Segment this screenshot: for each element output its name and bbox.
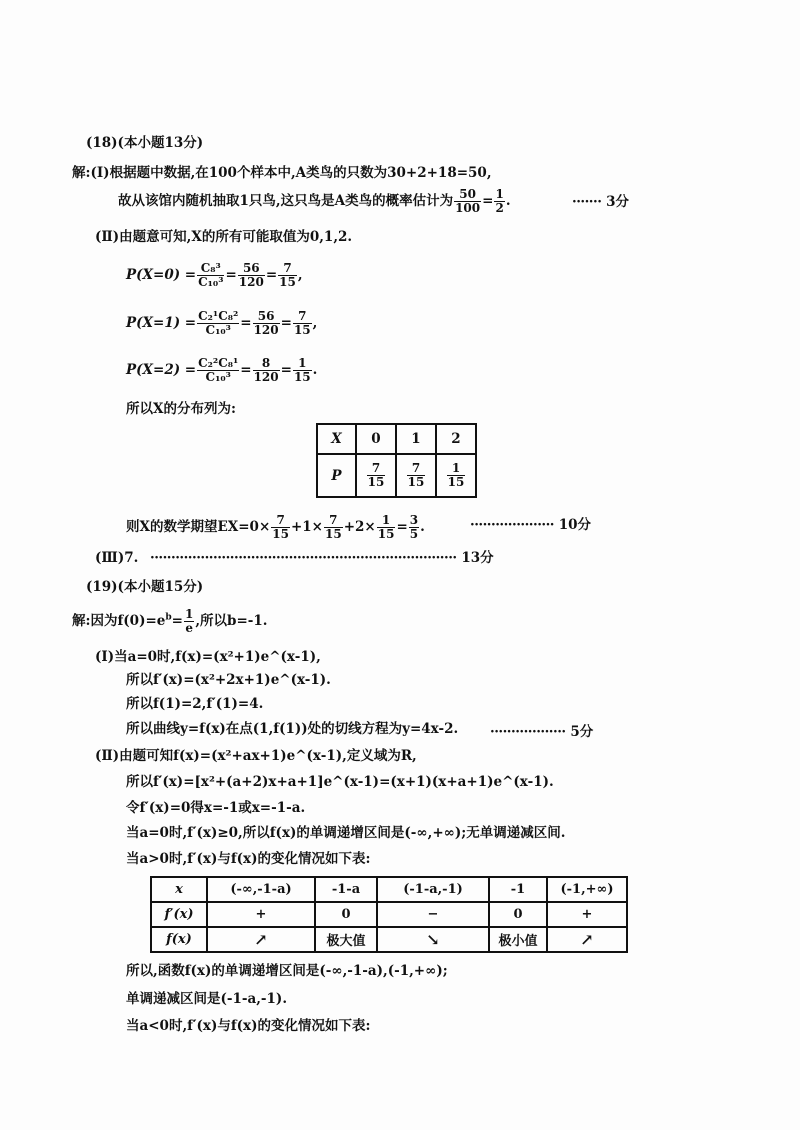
q18-part3-score: ········································································· 13分: [150, 550, 494, 566]
q18-header: (18)(本小题13分): [86, 135, 204, 151]
q19-p1-line3: 所以f(1)=2,f′(1)=4.: [126, 696, 264, 712]
var-cell: (-1-a,-1): [377, 877, 489, 902]
var-cell: −: [377, 902, 489, 927]
q18-part1-score: ······· 3分: [572, 194, 630, 210]
var-cell: 0: [315, 902, 377, 927]
distribution-table: [316, 423, 477, 498]
q19-intro: 解:因为$f(0)=e^b=$ $\frac{1}{e}$ ,所以b=-1.: [72, 607, 268, 635]
q19-p2-line5: 当a>0时,f′(x)与f(x)的变化情况如下表:: [126, 851, 371, 867]
q19-p2-line4: 当a=0时,f′(x)≥0,所以f(x)的单调递增区间是(-∞,+∞);无单调递减区间.: [126, 825, 566, 841]
var-cell: (-1,+∞): [547, 877, 627, 902]
var-cell: 0: [489, 902, 547, 927]
dist-cell: X: [317, 424, 356, 454]
var-cell: ↘: [377, 927, 489, 952]
var-cell: (-∞,-1-a): [207, 877, 315, 902]
dist-cell: P: [317, 454, 356, 497]
fraction-1-2: $\frac{1}{2}$: [495, 187, 504, 215]
q18-p2: P(X=2) = $\frac{\text{C₂²C₈¹}}{\text{C₁₀³}}$ = $\frac{8}{120}$ = $\frac{1}{15}$ .: [126, 356, 318, 384]
q18-dist-label: 所以X的分布列为:: [126, 401, 236, 417]
var-cell: 极大值: [315, 927, 377, 952]
var-cell: ↗: [207, 927, 315, 952]
q18-ex-score: ···················· 10分: [470, 517, 591, 533]
dist-row-p: [317, 454, 476, 497]
dist-cell: $\frac{1}{15}$: [436, 454, 476, 497]
q18-part1-line2: 故从该馆内随机抽取1只鸟,这只鸟是A类鸟的概率估计为 $\frac{50}{100}$ = $\frac{1}{2}$ .: [118, 187, 511, 215]
dist-cell: $\frac{7}{15}$: [396, 454, 436, 497]
q19-p2-line1: (Ⅱ)由题可知f(x)=(x²+ax+1)e^(x-1),定义域为R,: [95, 748, 417, 764]
q19-p2-line3: 令f′(x)=0得x=-1或x=-1-a.: [126, 800, 306, 816]
var-cell: +: [207, 902, 315, 927]
q19-p2-line8: 当a<0时,f′(x)与f(x)的变化情况如下表:: [126, 1018, 371, 1034]
dist-row-x: [317, 424, 476, 454]
q18-p1: P(X=1) = $\frac{\text{C₂¹C₈²}}{\text{C₁₀³}}$ = $\frac{56}{120}$ = $\frac{7}{15}$ ,: [126, 309, 318, 337]
q19-p1-line1: (Ⅰ)当a=0时,f(x)=(x²+1)e^(x-1),: [95, 649, 321, 665]
var-cell: f(x): [151, 927, 207, 952]
dist-cell: 0: [356, 424, 396, 454]
q19-p2-line2: 所以f′(x)=[x²+(a+2)x+a+1]e^(x-1)=(x+1)(x+a+1)e^(x-1).: [126, 774, 554, 790]
q19-header: (19)(本小题15分): [86, 579, 204, 595]
var-cell: f′(x): [151, 902, 207, 927]
q19-p1-line4: 所以曲线y=f(x)在点(1,f(1))处的切线方程为y=4x-2.: [126, 721, 459, 737]
var-row-fprime: [151, 902, 627, 927]
q19-p1-line2: 所以f′(x)=(x²+2x+1)e^(x-1).: [126, 672, 331, 688]
q18-part3: (Ⅲ)7.: [95, 550, 139, 566]
dist-cell: 2: [436, 424, 476, 454]
q19-p2-line6: 所以,函数f(x)的单调递增区间是(-∞,-1-a),(-1,+∞);: [126, 963, 448, 979]
var-cell: 极小值: [489, 927, 547, 952]
var-cell: +: [547, 902, 627, 927]
q18-part1-line1: 解:(Ⅰ)根据题中数据,在100个样本中,A类鸟的只数为30+2+18=50,: [72, 165, 492, 181]
var-cell: x: [151, 877, 207, 902]
q18-p0: P(X=0) = $\frac{\text{C₈³}}{\text{C₁₀³}}$ = $\frac{56}{120}$ = $\frac{7}{15}$ ,: [126, 261, 303, 289]
var-row-x: [151, 877, 627, 902]
dist-cell: 1: [396, 424, 436, 454]
q19-p2-line7: 单调递减区间是(-1-a,-1).: [126, 991, 288, 1007]
var-row-f: [151, 927, 627, 952]
dist-cell: $\frac{7}{15}$: [356, 454, 396, 497]
variation-table: [150, 876, 628, 953]
q19-p1-score: ·················· 5分: [490, 724, 594, 740]
var-cell: -1-a: [315, 877, 377, 902]
var-cell: -1: [489, 877, 547, 902]
q18-part1-text: 故从该馆内随机抽取1只鸟,这只鸟是A类鸟的概率估计为: [118, 193, 454, 209]
q18-part2-line1: (Ⅱ)由题意可知,X的所有可能取值为0,1,2.: [95, 229, 353, 245]
fraction-50-100: $\frac{50}{100}$: [455, 187, 481, 215]
var-cell: ↗: [547, 927, 627, 952]
q18-expectation: 则X的数学期望EX=0× $\frac{7}{15}$ +1× $\frac{7}{15}$ +2× $\frac{1}{15}$ = $\frac{3}{5}$ .: [126, 513, 425, 541]
